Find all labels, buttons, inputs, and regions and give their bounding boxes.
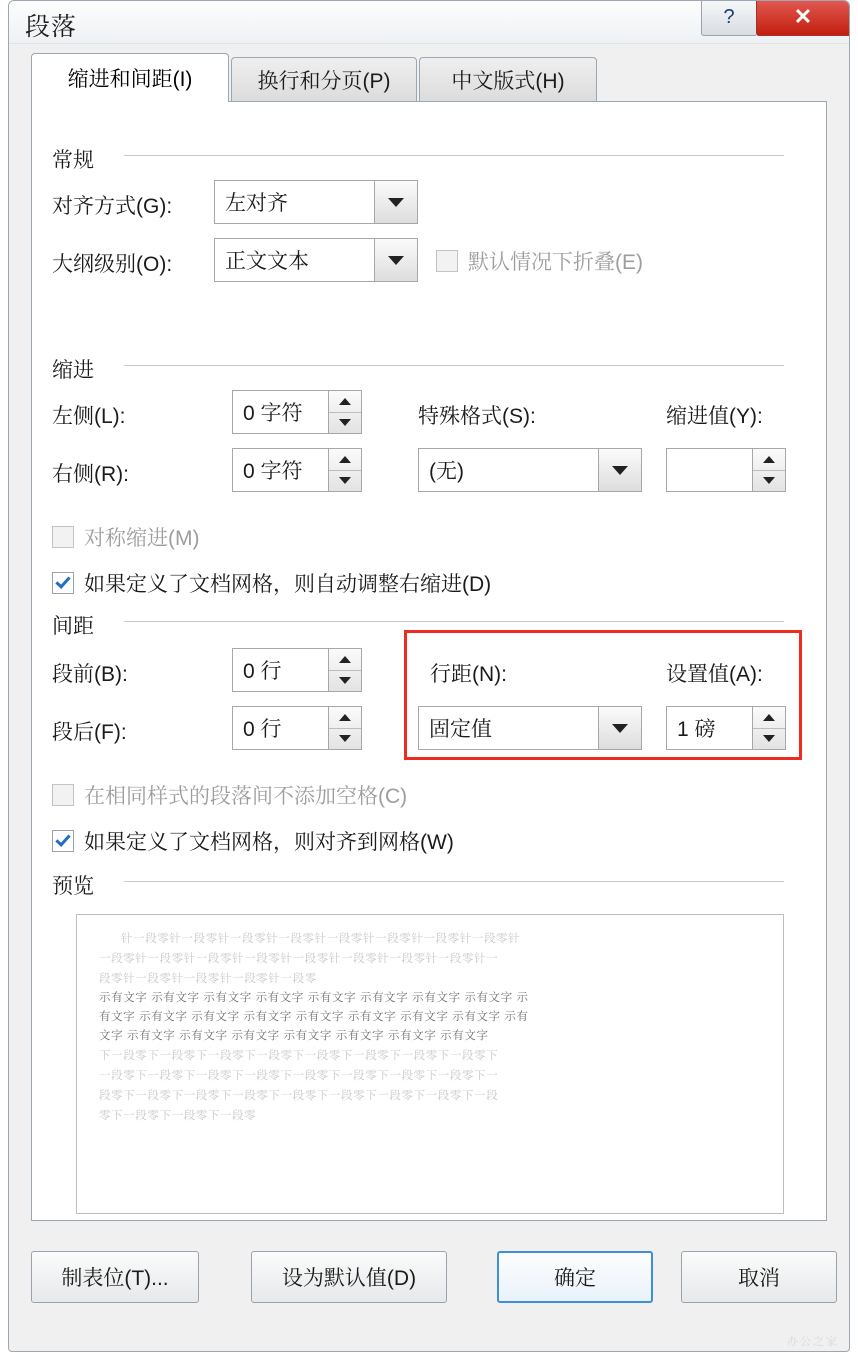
auto-adjust-right-indent-checkbox[interactable] [52,568,491,598]
space-after-label: 段后(F): [52,721,127,744]
space-before-label: 段前(B): [52,663,128,686]
no-space-same-style-label: 在相同样式的段落间不添加空格(C) [84,785,408,808]
preview-body-line: 示有文字 示有文字 示有文字 示有文字 示有文字 示有文字 示有文字 示有文字 示 [99,992,529,1004]
spinner-up-icon[interactable] [329,449,361,471]
preview-before-line: 段零针一段零针一段零针一段零针一段零 [99,973,317,985]
collapsed-by-default-checkbox[interactable] [436,246,643,276]
space-before-spinner[interactable] [232,648,362,692]
outline-level-label: 大纲级别(O): [52,253,173,276]
spinner-arrows[interactable] [752,707,785,749]
indent-left-value: 0 字符 [243,402,303,425]
indent-by-label: 缩进值(Y): [666,405,763,428]
mirror-indents-label: 对称缩进(M) [84,527,200,550]
spinner-down-icon[interactable] [753,471,785,492]
checkbox-box [436,250,458,272]
indent-right-value: 0 字符 [243,460,303,483]
checkbox-box [52,784,74,806]
ok-button[interactable]: 确定 [497,1251,653,1303]
spinner-down-icon[interactable] [329,471,361,492]
spinner-up-icon[interactable] [329,649,361,671]
snap-to-grid-label: 如果定义了文档网格，则对齐到网格(W) [84,831,454,854]
tab-indents-spacing[interactable]: 缩进和间距(I) [31,53,229,102]
outline-level-value: 正文文本 [225,250,309,273]
paragraph-dialog [8,0,850,1352]
spinner-up-icon[interactable] [329,707,361,729]
spinner-arrows[interactable] [328,707,361,749]
tabs-button[interactable]: 制表位(T)... [31,1251,199,1303]
spinner-arrows[interactable] [752,449,785,491]
group-divider-general [124,155,784,156]
window-controls [701,0,849,35]
chevron-down-icon[interactable] [598,707,641,749]
preview-after-line: 零下一段零下一段零下一段零 [99,1110,257,1122]
group-divider-indent [124,365,784,366]
snap-to-grid-checkbox[interactable] [52,826,454,856]
group-label-general: 常规 [52,144,102,174]
special-format-value: (无) [429,460,464,483]
spinner-down-icon[interactable] [753,729,785,750]
preview-after-line: 下一段零下一段零下一段零下一段零下一段零下一段零下一段零下一段零下 [99,1050,499,1062]
alignment-value: 左对齐 [225,192,288,215]
close-icon[interactable]: ✕ [756,0,849,36]
tab-panel [31,101,827,1221]
special-format-label: 特殊格式(S): [418,405,536,428]
mirror-indents-checkbox[interactable] [52,522,199,552]
spinner-down-icon[interactable] [329,413,361,434]
help-icon[interactable]: ? [701,0,756,36]
checkbox-box [52,572,74,594]
tab-line-page-breaks[interactable]: 换行和分页(P) [231,57,417,101]
line-spacing-value: 固定值 [429,718,492,741]
checkbox-box [52,830,74,852]
indent-by-spinner[interactable] [666,448,786,492]
spinner-arrows[interactable] [328,449,361,491]
space-before-value: 0 行 [243,660,282,683]
space-after-spinner[interactable] [232,706,362,750]
set-value-value: 1 磅 [677,718,716,741]
auto-adjust-right-indent-label: 如果定义了文档网格，则自动调整右缩进(D) [84,573,492,596]
alignment-label: 对齐方式(G): [52,195,173,218]
dialog-titlebar [9,1,849,44]
space-after-value: 0 行 [243,718,282,741]
tab-bar [31,53,827,101]
special-format-combobox[interactable] [418,448,642,492]
preview-before-line: 一段零针一段零针一段零针一段零针一段零针一段零针一段零针一段零针一 [99,953,499,965]
group-label-preview: 预览 [52,870,102,900]
indent-right-label: 右侧(R): [52,463,129,486]
set-value-spinner[interactable] [666,706,786,750]
group-label-indent: 缩进 [52,354,102,384]
checkbox-box [52,526,74,548]
indent-right-spinner[interactable] [232,448,362,492]
spinner-arrows[interactable] [328,391,361,433]
spinner-down-icon[interactable] [329,729,361,750]
cancel-button[interactable]: 取消 [681,1251,837,1303]
preview-before-line: 针一段零针一段零针一段零针一段零针一段零针一段零针一段零针一段零针 [121,933,521,945]
set-as-default-button[interactable]: 设为默认值(D) [251,1251,447,1303]
spinner-up-icon[interactable] [329,391,361,413]
group-divider-spacing [124,621,784,622]
chevron-down-icon[interactable] [374,239,417,281]
line-spacing-label: 行距(N): [430,663,507,686]
outline-level-combobox[interactable] [214,238,418,282]
set-value-label: 设置值(A): [666,663,763,686]
spinner-up-icon[interactable] [753,707,785,729]
indent-left-label: 左侧(L): [52,405,126,428]
preview-after-line: 一段零下一段零下一段零下一段零下一段零下一段零下一段零下一段零下一 [99,1070,499,1082]
spinner-arrows[interactable] [328,649,361,691]
spinner-up-icon[interactable] [753,449,785,471]
tab-chinese-typography[interactable]: 中文版式(H) [419,57,597,101]
dialog-body [31,53,827,1233]
no-space-same-style-checkbox[interactable] [52,780,407,810]
chevron-down-icon[interactable] [374,181,417,223]
group-divider-preview [124,881,784,882]
watermark: 办公之家 [787,1336,839,1348]
preview-box [76,914,784,1214]
dialog-title: 段落 [25,13,78,41]
line-spacing-combobox[interactable] [418,706,642,750]
collapsed-by-default-label: 默认情况下折叠(E) [468,251,643,274]
preview-body-line: 有文字 示有文字 示有文字 示有文字 示有文字 示有文字 示有文字 示有文字 示有 [99,1011,529,1023]
dialog-footer [31,1251,827,1311]
chevron-down-icon[interactable] [598,449,641,491]
group-label-spacing: 间距 [52,610,102,640]
indent-left-spinner[interactable] [232,390,362,434]
alignment-combobox[interactable] [214,180,418,224]
preview-after-line: 段零下一段零下一段零下一段零下一段零下一段零下一段零下一段零下一段 [99,1090,499,1102]
preview-body-line: 文字 示有文字 示有文字 示有文字 示有文字 示有文字 示有文字 示有文字 [99,1030,489,1042]
spinner-down-icon[interactable] [329,671,361,692]
